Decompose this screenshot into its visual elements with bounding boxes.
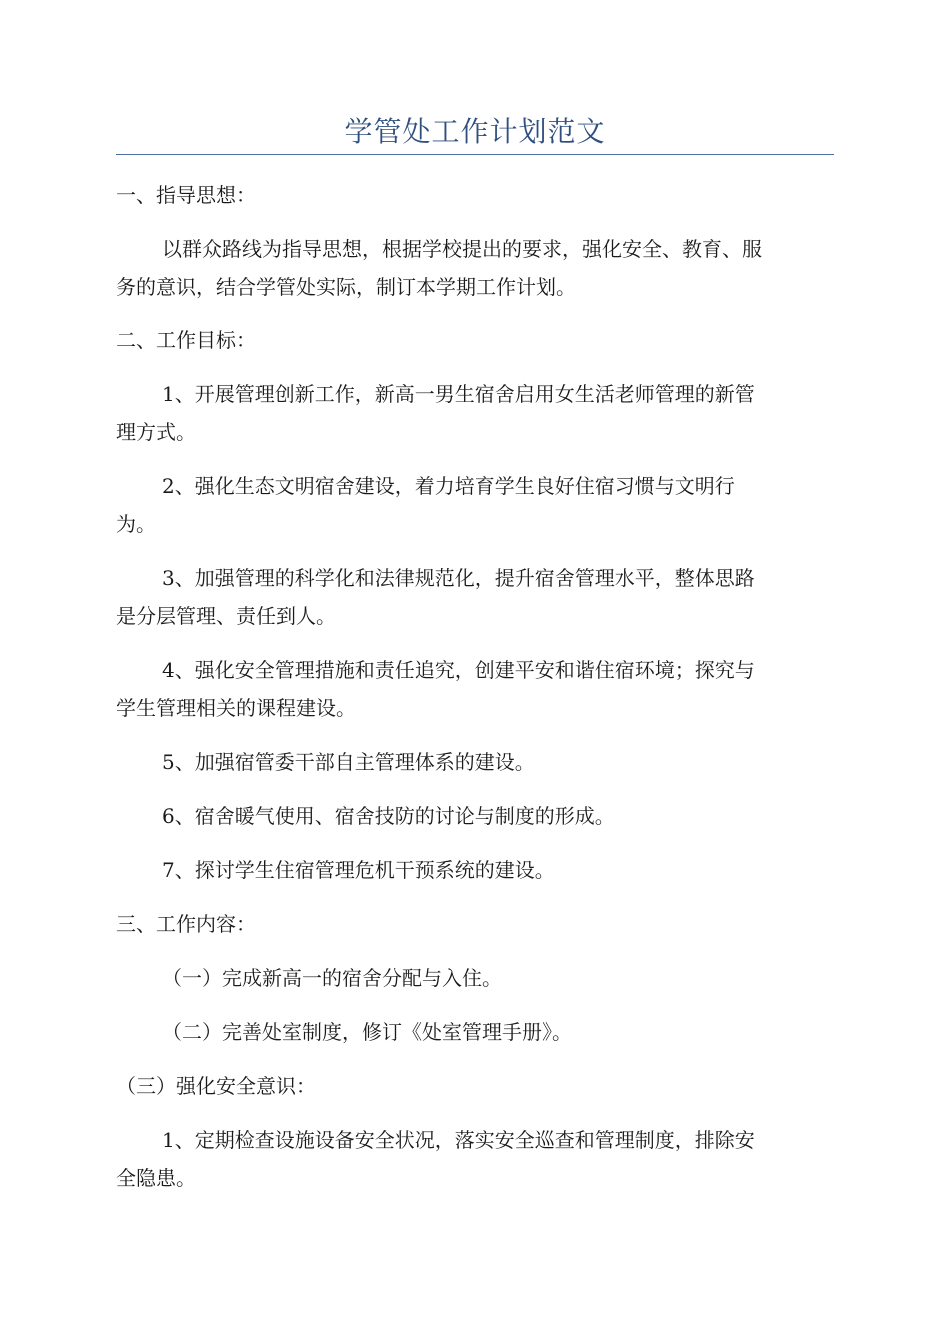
list-item-line: 3、加强管理的科学化和法律规范化，提升宿舍管理水平，整体思路 (162, 566, 755, 590)
list-item-line: 6、宿舍暖气使用、宿舍技防的讨论与制度的形成。 (162, 804, 615, 828)
list-item-line: 为。 (116, 512, 156, 536)
list-item-line: 理方式。 (116, 420, 196, 444)
paragraph-line: 以群众路线为指导思想，根据学校提出的要求，强化安全、教育、服 (162, 237, 762, 261)
title-underline (116, 154, 834, 155)
list-item-line: 是分层管理、责任到人。 (116, 604, 336, 628)
subsection-line: （二）完善处室制度，修订《处室管理手册》。 (162, 1020, 572, 1044)
list-item-line: 学生管理相关的课程建设。 (116, 696, 356, 720)
section-heading-guiding-thought: 一、指导思想： (116, 183, 256, 207)
list-item-line: 7、探讨学生住宿管理危机干预系统的建设。 (162, 858, 555, 882)
list-item-line: 1、定期检查设施设备安全状况，落实安全巡查和管理制度，排除安 (162, 1128, 755, 1152)
section-heading-work-content: 三、工作内容： (116, 912, 256, 936)
list-item-line: 5、加强宿管委干部自主管理体系的建设。 (162, 750, 535, 774)
list-item-line: 全隐患。 (116, 1166, 196, 1190)
paragraph-line: 务的意识，结合学管处实际，制订本学期工作计划。 (116, 275, 576, 299)
list-item-line: 4、强化安全管理措施和责任追究，创建平安和谐住宿环境；探究与 (162, 658, 755, 682)
section-heading-work-goals: 二、工作目标： (116, 328, 256, 352)
subsection-heading: （三）强化安全意识： (116, 1074, 316, 1098)
document-title: 学管处工作计划范文 (344, 115, 606, 148)
list-item-line: 1、开展管理创新工作，新高一男生宿舍启用女生活老师管理的新管 (162, 382, 755, 406)
list-item-line: 2、强化生态文明宿舍建设，着力培育学生良好住宿习惯与文明行 (162, 474, 735, 498)
subsection-line: （一）完成新高一的宿舍分配与入住。 (162, 966, 502, 990)
